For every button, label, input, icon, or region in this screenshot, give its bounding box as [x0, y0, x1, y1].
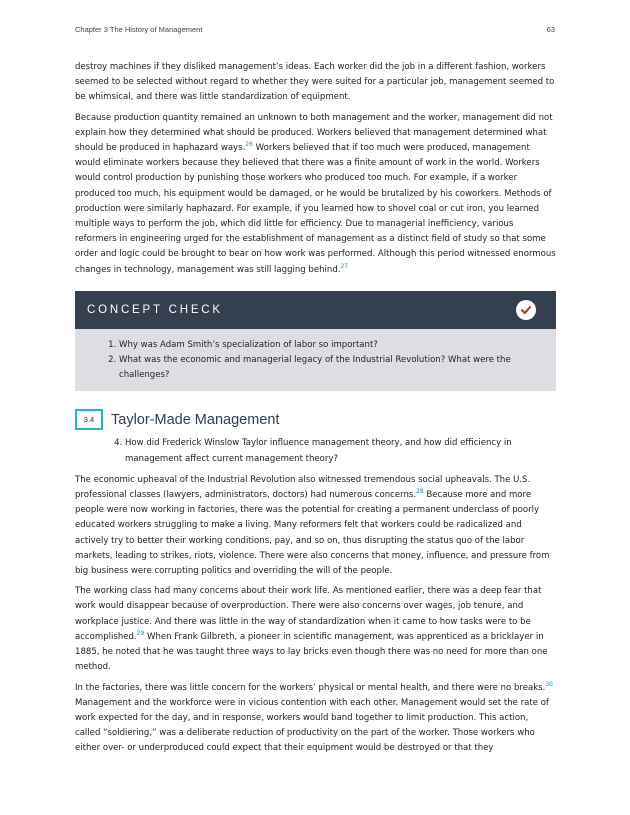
page-header: [75, 25, 555, 34]
learning-objectives: [75, 436, 556, 466]
section-title: Taylor-Made Management: [111, 411, 280, 428]
concept-check-box: [75, 291, 556, 392]
paragraph-1: destroy machines if they disliked management’s ideas. Each worker did the job in a different fashion, workers seemed to be selected without regard to whether they were suited for a particular job, management seemed to be whimsical, and there was little standardization of equipment.: [75, 62, 555, 103]
concept-check-questions: [89, 338, 542, 384]
section-heading: [75, 409, 556, 430]
paragraph-4: The working class had many concerns about their work life. As mentioned earlier, there was a deep fear that work would disappear because of overproduction. There were also concerns over wages, job tenure, and workplace justice. And there was little in the way of standardization when it came to how tasks were to be accomplished.$^{29}$ When Frank Gilbreth, a pioneer in scientific management, was apprenticed as a bricklayer in 1885, he noted that he was taught three ways to lay bricks even though there was no need for more than one method.: [75, 586, 548, 673]
paragraph-2: Because production quantity remained an unknown to both management and the worker, management did not explain how they determined what should be produced. Workers believed that management determined what should be produced in haphazard ways.$^{26}$ Workers believed that if too much were produced, management would eliminate workers because they believed that there was a finite amount of work in the world. Workers would control production by punishing those workers who produced too much. For example, if a worker produced too much, his equipment would be damaged, or he would be brutalized by his coworkers. Methods of production were similarly haphazard. For example, if you learned how to shovel coal or cut iron, you learned multiple ways to perform the job, which did little for efficiency. Due to managerial inefficiency, various reformers in engineering urged for the establishment of management as a distinct field of study so that some order and logic could be brought to bear on how work was performed. Although this period witnessed enormous changes in technology, management was still lagging behind.$^{27}$: [75, 112, 556, 275]
checkmark-icon: [516, 300, 536, 320]
page-number: 63: [546, 25, 555, 34]
concept-question: 1. Why was Adam Smith’s specialization of labor so important?: [119, 338, 542, 353]
footnote-ref[interactable]: 29: [136, 630, 145, 638]
footnote-ref[interactable]: 26: [245, 141, 253, 149]
paragraph-3: The economic upheaval of the Industrial Revolution also witnessed tremendous social upheavals. The U.S. professional classes (lawyers, administrators, doctors) had numerous concerns.$^{28}$ Because more and more people were now working in factories, there was the potential for creating a permanent underclass of poorly educated workers struggling to make a living. Many reformers felt that workers could be radicalized and actively try to better their working conditions, pay, and so on, thus disrupting the status quo of the labor markets, leading to strikes, riots, violence. There were also concerns that money, influence, and pressure from big business were corrupting politics and overriding the will of the people.: [75, 474, 550, 577]
paragraph-5: In the factories, there was little concern for the workers’ physical or mental health, and there were no breaks.$^{30}$ Management and the workforce were in vicious contention with each other. Management would set the rate of work expected for the day, and in response, workers would band together to limit production. This action, called “soldiering,” was a deliberate reduction of productivity on the part of the worker. Those workers who either over- or underproduced could expect that their equipment would be destroyed or that they: [75, 680, 553, 754]
section-number: 3.4: [75, 409, 103, 430]
page-content: [75, 60, 556, 762]
concept-question: 2. What was the economic and managerial legacy of the Industrial Revolution? What were the challenges?: [119, 353, 542, 383]
footnote-ref[interactable]: 27: [340, 262, 349, 270]
learning-objective: 4. How did Frederick Winslow Taylor influence management theory, and how did efficiency in management affect current management theory?: [125, 436, 556, 466]
footnote-ref[interactable]: 28: [416, 488, 424, 496]
concept-check-body: [75, 329, 556, 392]
concept-check-header: [75, 291, 556, 329]
concept-check-title: CONCEPT CHECK: [87, 303, 223, 316]
chapter-title: Chapter 3 The History of Management: [75, 25, 203, 34]
footnote-ref[interactable]: 30: [545, 680, 553, 688]
